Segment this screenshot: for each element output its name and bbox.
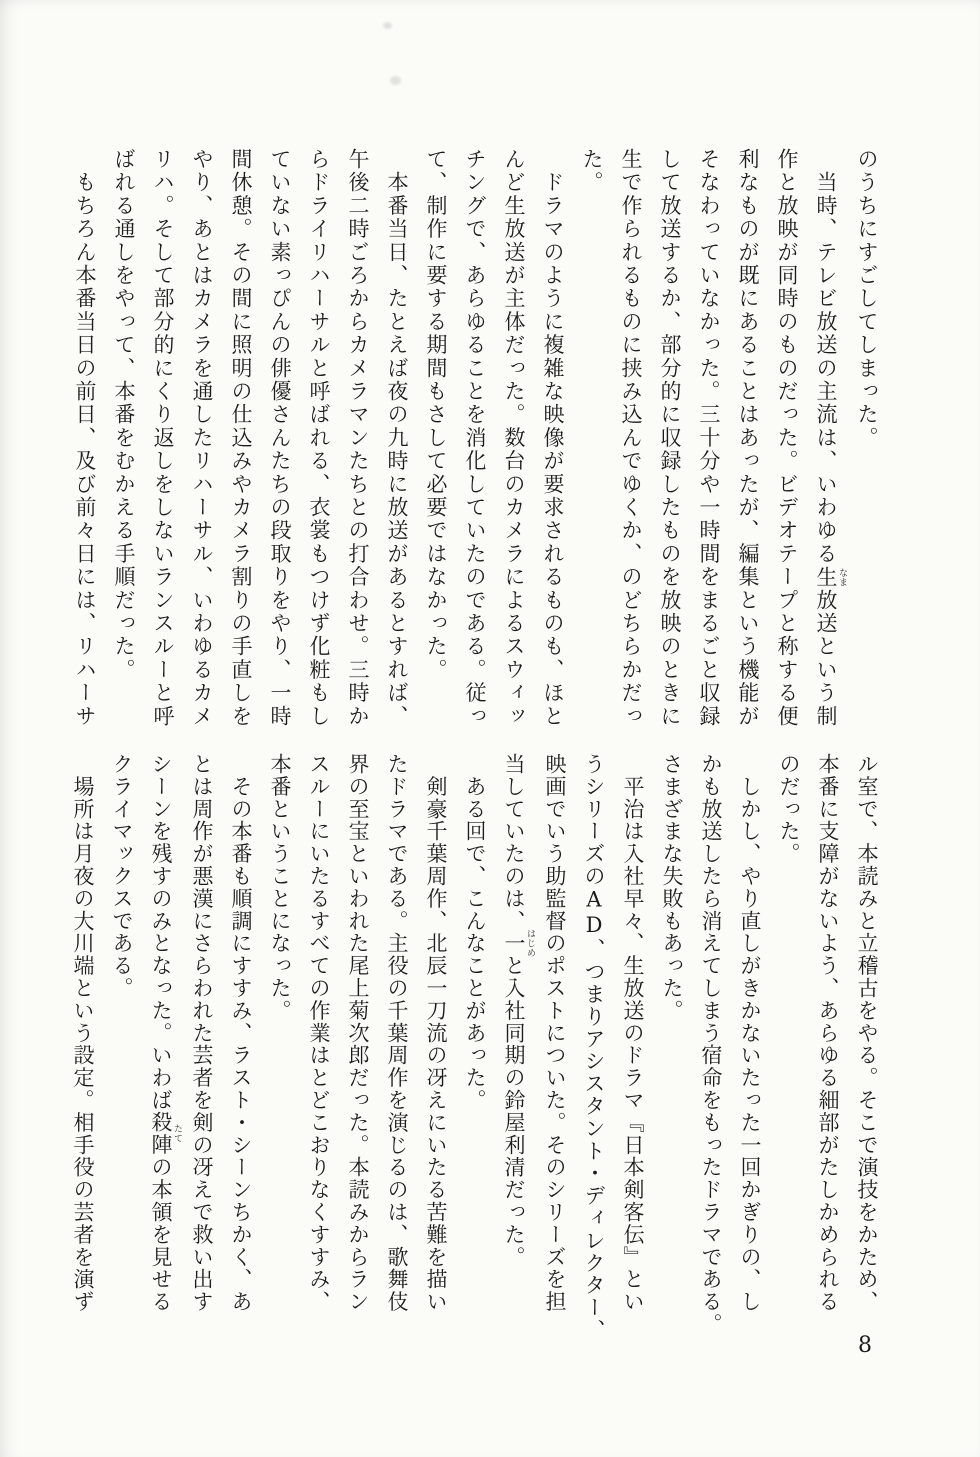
text-line: して放送するか、部分的に収録したものを放映のときに [658, 148, 682, 728]
text-line: たドラマである。主役の千葉周作を演じるのは、歌舞伎 [385, 753, 409, 1313]
text-line: リハ。そして部分的にくり返しをしないランスルーと呼 [151, 148, 175, 728]
text-line: チングで、あらゆることを消化していたのである。従っ [463, 148, 487, 728]
text-line: もちろん本番当日の前日、及び前々日には、リハーサ [73, 148, 97, 728]
text-line: ある回で、こんなことがあった。 [463, 753, 487, 1112]
text-line: 当していたのは、一 はじめと入社同期の鈴屋利清だった。 [502, 753, 535, 1269]
text-line: うシリーズのAD、つまりアシスタント・ディレクター、 [582, 753, 606, 1342]
text-line: 本番当日、たとえば夜の九時に放送があるとすれば、 [385, 148, 409, 728]
text-line: 剣豪千葉周作、北辰一刀流の冴えにいたる苦難を描い [424, 753, 448, 1313]
text-line: とは周作が悪漢にさらわれた芸者を剣の冴えで救い出す [190, 753, 214, 1313]
text-line: 映画でいう助監督のポストについた。そのシリーズを担 [543, 753, 567, 1313]
text-line: んど生放送が主体だった。数台のカメラによるスウィッ [502, 148, 526, 728]
text-line: のうちにすごしてしまった。 [855, 148, 879, 450]
text-line: 利なものが既にあることはあったが、編集という機能が [736, 148, 760, 728]
scan-speck [383, 22, 392, 29]
text-line: て、制作に要する期間もさして必要ではなかった。 [424, 148, 448, 682]
text-line: 作と放映が同時のものだった。ビデオテープと称する便 [775, 148, 799, 728]
ruby-annotated-word: 一 はじめ [502, 929, 535, 958]
text-line: クライマックスである。 [110, 753, 134, 1000]
text-block-lower [65, 753, 886, 1343]
text-line: 場所は月夜の大川端という設定。相手役の芸者を演ず [71, 753, 95, 1313]
ruby-annotated-word: 殺陣 たて [149, 1111, 182, 1157]
text-line: らドライリハーサルと呼ばれる、衣裳もつけず化粧もし [307, 148, 331, 728]
page-number: 8 [858, 1333, 872, 1358]
ruby-annotated-word: 生 なま [814, 565, 847, 589]
text-line: シーンを残すのみとなった。いわば殺陣 たての本領を見せる [149, 753, 182, 1314]
text-line: そなわっていなかった。三十分や一時間をまるごと収録 [697, 148, 721, 728]
text-line: 本番に支障がないよう、あらゆる細部がたしかめられる [816, 753, 840, 1313]
text-line: さまざまな失敗もあった。 [660, 753, 684, 1022]
text-line: 午後二時ごろからカメラマンたちとの打合わせ。三時か [346, 148, 370, 728]
text-line: ばれる通しをやって、本番をむかえる手順だった。 [112, 148, 136, 682]
scan-speck [390, 76, 401, 85]
text-line: ていない素っぴんの俳優さんたちの段取りをやり、一時 [268, 148, 292, 728]
text-line: た。 [580, 148, 604, 195]
text-line: 平治は入社早々、生放送のドラマ『日本剣客伝』とい [621, 753, 645, 1313]
text-line: 間休憩。その間に照明の仕込みやカメラ割りの手直しを [229, 148, 253, 728]
text-line: 本番ということになった。 [268, 753, 292, 1022]
text-line: スルーにいたるすべての作業はとどこおりなくすすみ、 [307, 753, 331, 1313]
text-block-upper [65, 148, 886, 746]
text-line: 当時、テレビ放送の主流は、いわゆる生 なま放送という制 [814, 148, 847, 729]
text-line: かも放送したら消えてしまう宿命をもったドラマである。 [699, 753, 723, 1336]
text-line: 生で作られるものに挟み込んでゆくか、のどちらかだっ [619, 148, 643, 728]
text-line: しかし、やり直しがきかないたった一回かぎりの、し [738, 753, 762, 1313]
text-line: のだった。 [777, 753, 801, 865]
text-line: やり、あとはカメラを通したリハーサル、いわゆるカメ [190, 148, 214, 728]
text-line: ル室で、本読みと立稽古をやる。そこで演技をかため、 [855, 753, 879, 1313]
text-line: その本番も順調にすすみ、ラスト・シーンちかく、あ [229, 753, 253, 1313]
text-line: 界の至宝といわれた尾上菊次郎だった。本読みからラン [346, 753, 370, 1313]
text-line: ドラマのように複雑な映像が要求されるものも、ほと [541, 148, 565, 728]
